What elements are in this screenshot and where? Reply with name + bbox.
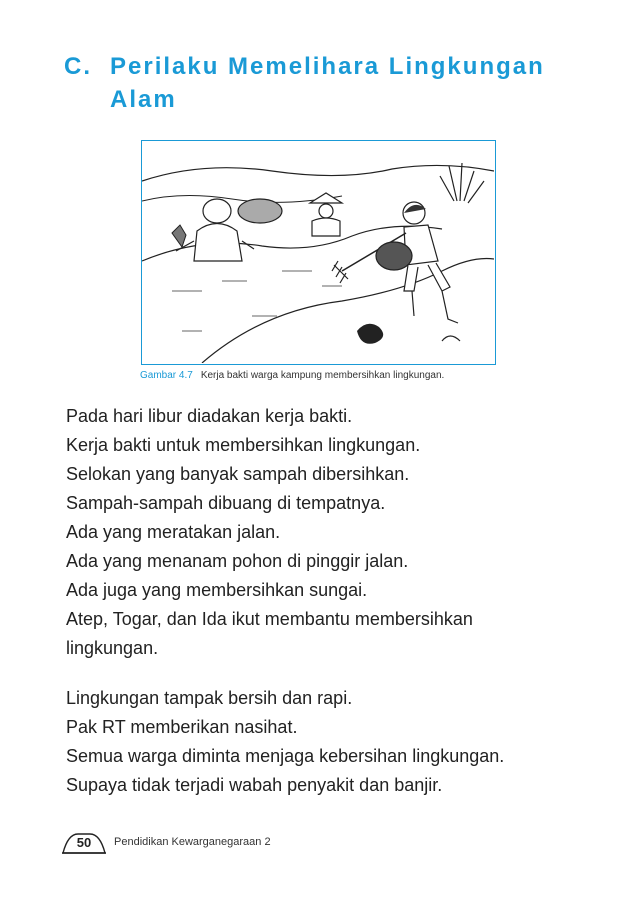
- page-number: 50: [76, 835, 92, 850]
- page-footer: [62, 832, 362, 854]
- text-line: Selokan yang banyak sampah dibersihkan.: [66, 464, 410, 484]
- text-line: Pak RT memberikan nasihat.: [66, 717, 298, 737]
- figure-label: Gambar 4.7: [140, 370, 193, 381]
- text-line: Atep, Togar, dan Ida ikut membantu membersihkan: [66, 609, 473, 629]
- section-title-line2: Alam: [110, 86, 177, 113]
- text-line: lingkungan.: [66, 638, 159, 658]
- figure-caption-text: Kerja bakti warga kampung membersihkan lingkungan.: [200, 370, 445, 381]
- book-title: Pendidikan Kewarganegaraan 2: [114, 836, 271, 848]
- section-heading: [64, 50, 584, 116]
- text-line: Ada yang meratakan jalan.: [66, 522, 281, 542]
- page-number-badge: [62, 832, 106, 854]
- section-letter: C.: [64, 53, 92, 80]
- text-line: Sampah-sampah dibuang di tempatnya.: [66, 493, 386, 513]
- text-line: Pada hari libur diadakan kerja bakti.: [66, 406, 353, 426]
- paragraph-1: [66, 402, 586, 663]
- text-line: Lingkungan tampak bersih dan rapi.: [66, 688, 353, 708]
- text-line: Semua warga diminta menjaga kebersihan lingkungan.: [66, 746, 505, 766]
- text-line: Kerja bakti untuk membersihkan lingkungan.: [66, 435, 421, 455]
- figure-illustration: [141, 140, 496, 365]
- text-line: Ada juga yang membersihkan sungai.: [66, 580, 368, 600]
- paragraph-2: [66, 684, 586, 800]
- figure-caption: [140, 370, 444, 381]
- section-title-line1: Perilaku Memelihara Lingkungan: [110, 53, 545, 80]
- river-cleanup-drawing: [142, 141, 494, 363]
- text-line: Ada yang menanam pohon di pinggir jalan.: [66, 551, 409, 571]
- text-line: Supaya tidak terjadi wabah penyakit dan banjir.: [66, 775, 443, 795]
